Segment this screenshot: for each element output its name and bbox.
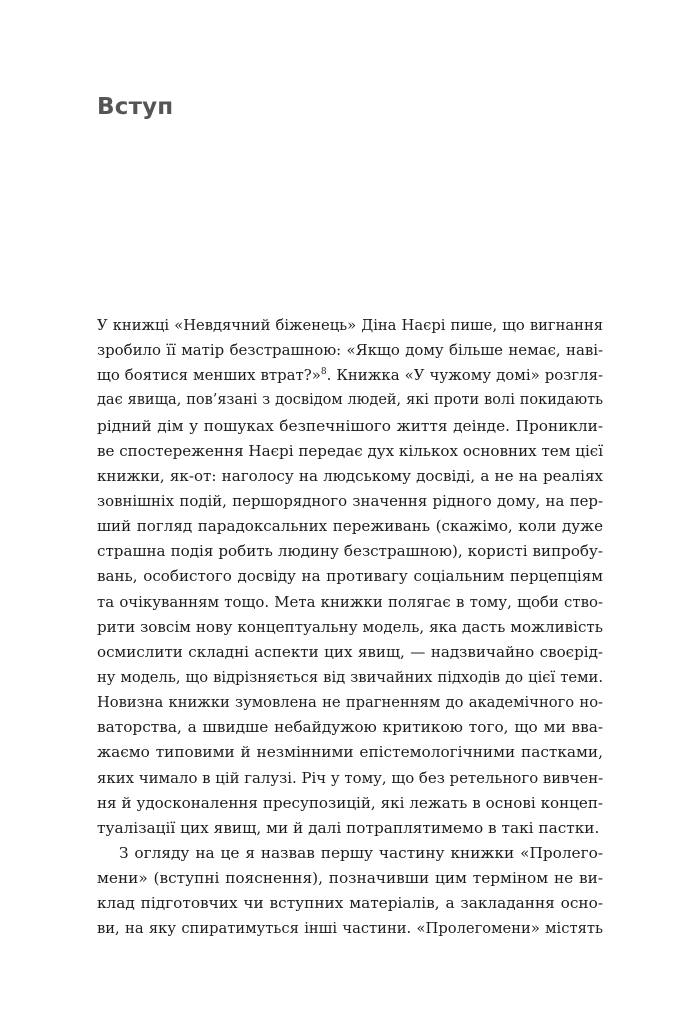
text-line: ваторства, а швидше небайдужою критикою того, що ми вва- (97, 718, 603, 737)
text-line: ве спостереження Наєрі передає дух кількох основних тем цієї (97, 441, 604, 460)
text-line: ви, на яку спиратимуться інші частини. «Пролегомени» містять (97, 920, 603, 938)
text-line: дає явища, пов’язані з досвідом людей, які проти волі покидають (97, 392, 603, 409)
text-line: жаємо типовими й незмінними епістемологічними пастками, (97, 743, 603, 762)
text-line: З огляду на це я назвав першу частину книжки «Пролего- (119, 843, 603, 862)
text-segment: що боятися менших втрат?» (97, 366, 321, 385)
text-line: зовнішніх подій, першорядного значення рідного дому, на пер- (97, 491, 603, 510)
body-text (97, 313, 603, 942)
text-line: рідний дім у пошуках безпечнішого життя деінде. Проникли- (97, 416, 603, 435)
text-segment: . Книжка «У чужому домі» розгля- (326, 366, 603, 385)
paragraph-2 (97, 841, 603, 942)
text-line: ня й удосконалення пресупозицій, які лежать в основі концеп- (97, 793, 603, 812)
text-line: ший погляд парадоксальних переживань (скажімо, коли дуже (97, 517, 603, 536)
paragraph-1 (97, 313, 603, 841)
text-line: книжки, як-от: наголосу на людському досвіді, а не на реаліях (97, 466, 603, 485)
text-line: У книжці «Невдячний біженець» Діна Наєрі пише, що вигнання (97, 317, 603, 334)
text-line: мени» (вступні пояснення), позначивши цим терміном не ви- (97, 869, 603, 888)
text-line: ну модель, що відрізняється від звичайних підходів до цієї теми. (97, 668, 603, 686)
text-line: яких чимало в цій галузі. Річ у тому, що без ретельного вивчен- (97, 768, 604, 787)
chapter-title: Вступ (97, 94, 174, 120)
text-line: та очікуванням тощо. Мета книжки полягає в тому, щоби ство- (97, 592, 603, 611)
text-line: рити зовсім нову концептуальну модель, яка дасть можливість (97, 617, 603, 636)
text-line: клад підготовчих чи вступних матеріалів, а закладання осно- (97, 894, 603, 913)
text-line: Новизна книжки зумовлена не прагненням до академічного но- (97, 694, 603, 712)
text-line: туалізації цих явищ, ми й далі потраплятимемо в такі пастки. (97, 818, 600, 837)
text-line: зробило її матір безстрашною: «Якщо дому більше немає, наві- (97, 341, 603, 360)
text-line: страшна подія робить людину безстрашною), користі випробу- (97, 542, 603, 561)
text-line: вань, особистого досвіду на противагу соціальним перцепціям (97, 567, 603, 586)
footnote-marker[interactable]: 8 (320, 367, 327, 378)
text-line-with-footnote (97, 363, 603, 388)
text-line: осмислити складні аспекти цих явищ, — надзвичайно своєрід- (97, 642, 603, 661)
